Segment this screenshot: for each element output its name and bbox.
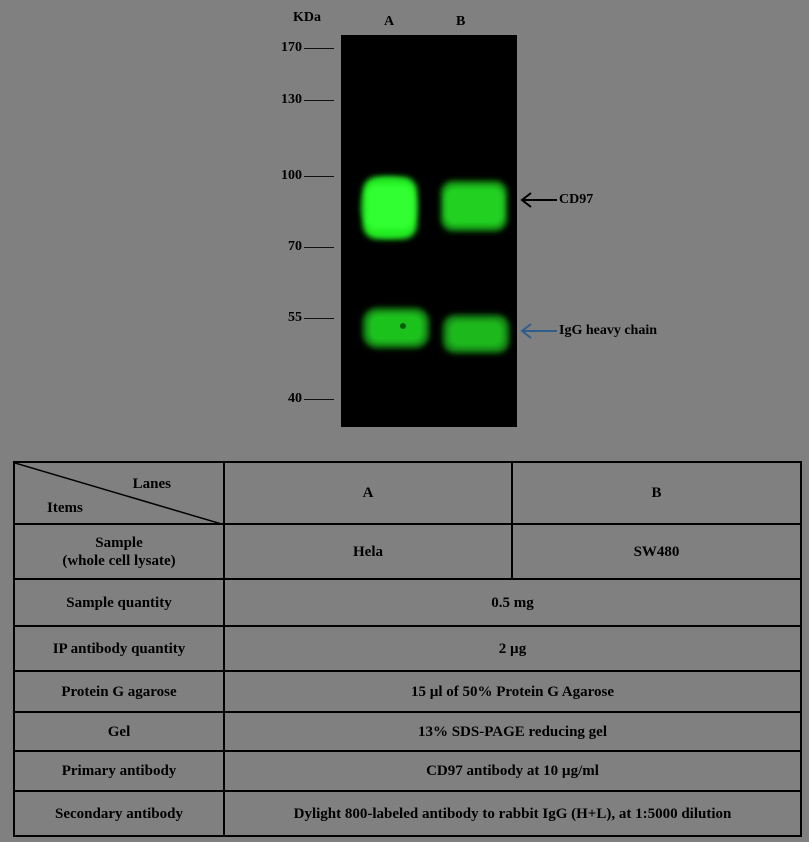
marker-label-70: 70 — [288, 239, 302, 254]
row-label: Protein G agarose — [14, 671, 224, 712]
experiment-conditions-table — [13, 461, 802, 837]
table-row-sample — [14, 524, 801, 579]
marker-label-170: 170 — [281, 40, 302, 55]
row-label: IP antibody quantity — [14, 626, 224, 671]
band-igg-lane-b — [443, 315, 509, 353]
row-value: 13% SDS-PAGE reducing gel — [224, 712, 801, 751]
column-header-b: B — [512, 462, 801, 524]
row-label: Primary antibody — [14, 751, 224, 791]
marker-tick-70 — [304, 247, 334, 248]
band-cd97-lane-a — [361, 177, 417, 239]
items-header: Items — [47, 500, 83, 516]
lane-label-a: A — [384, 14, 395, 29]
row-value: 15 µl of 50% Protein G Agarose — [224, 671, 801, 712]
marker-label-100: 100 — [281, 168, 302, 183]
sample-label-line2: (whole cell lysate) — [62, 552, 176, 569]
marker-tick-170 — [304, 48, 334, 49]
lanes-items-header-cell — [14, 462, 224, 524]
sample-value-b: SW480 — [512, 524, 801, 579]
marker-label-55: 55 — [288, 310, 302, 325]
arrow-igg-heavy-chain-icon — [519, 323, 559, 339]
column-header-a: A — [224, 462, 512, 524]
marker-label-130: 130 — [281, 92, 302, 107]
kda-unit-label: KDa — [293, 10, 321, 25]
marker-tick-40 — [304, 399, 334, 400]
row-label: Secondary antibody — [14, 791, 224, 836]
marker-tick-55 — [304, 318, 334, 319]
table-header-row — [14, 462, 801, 524]
table-row — [14, 791, 801, 836]
row-label-sample — [14, 524, 224, 579]
sample-label-line1: Sample — [95, 534, 143, 551]
sample-value-a: Hela — [224, 524, 512, 579]
marker-tick-100 — [304, 176, 334, 177]
row-label: Sample quantity — [14, 579, 224, 626]
lane-label-b: B — [456, 14, 466, 29]
table-row — [14, 626, 801, 671]
table-row — [14, 579, 801, 626]
arrow-cd97-icon — [519, 192, 559, 208]
table-row — [14, 751, 801, 791]
annotation-igg-heavy-chain: IgG heavy chain — [559, 323, 658, 338]
annotation-cd97: CD97 — [559, 192, 594, 207]
marker-tick-130 — [304, 100, 334, 101]
table-row — [14, 712, 801, 751]
band-cd97-lane-b — [441, 181, 507, 231]
row-value: CD97 antibody at 10 µg/ml — [224, 751, 801, 791]
row-value: 0.5 mg — [224, 579, 801, 626]
lanes-header: Lanes — [132, 476, 171, 492]
gel-image — [341, 35, 517, 427]
marker-label-40: 40 — [288, 391, 302, 406]
band-igg-lane-a — [363, 308, 429, 348]
row-value: 2 µg — [224, 626, 801, 671]
row-value: Dylight 800-labeled antibody to rabbit IgG (H+L), at 1:5000 dilution — [224, 791, 801, 836]
table-row — [14, 671, 801, 712]
row-label: Gel — [14, 712, 224, 751]
